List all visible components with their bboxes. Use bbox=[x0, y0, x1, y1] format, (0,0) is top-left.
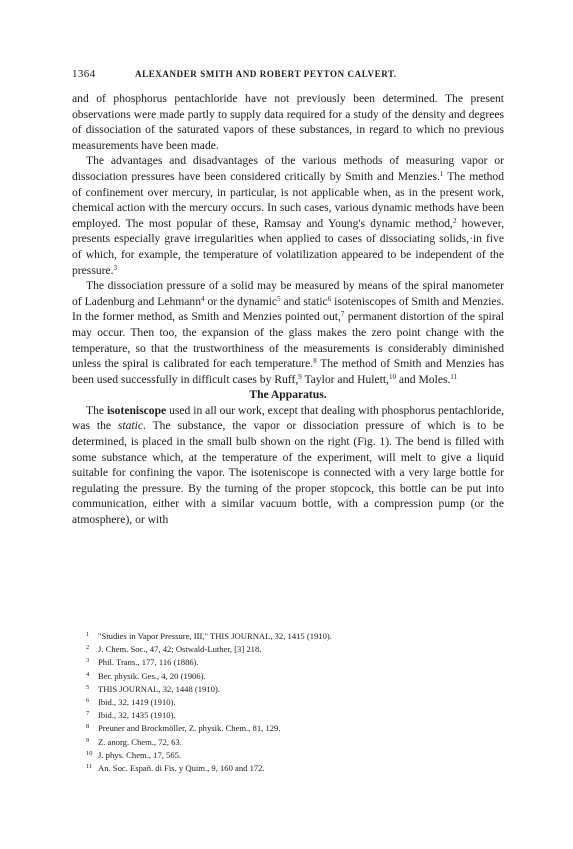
section-heading: The Apparatus. bbox=[249, 388, 327, 402]
paragraph-text: The advantages and disadvantages of the various methods of measuring vapor or dissociation pressures have been considered critically by Smith and Menzies. bbox=[72, 154, 504, 183]
footnote-text: Z. anorg. Chem., 72, 63. bbox=[98, 736, 182, 747]
footnote bbox=[86, 629, 504, 642]
footnote-mark: 2 bbox=[86, 644, 90, 652]
page-number: 1364 bbox=[72, 68, 96, 80]
footnote bbox=[86, 735, 504, 748]
footnote-ref: 3 bbox=[113, 263, 118, 272]
footnote-ref: 4 bbox=[201, 294, 205, 303]
footnote bbox=[86, 655, 504, 668]
footnote-text: THIS JOURNAL, 32, 1448 (1910). bbox=[98, 683, 220, 694]
paragraph-text: . The substance, the vapor or dissociation pressure of which is to be determined, is placed in the small bulb shown on the right (Fig. 1). The bend is filled with some substance which, at the temperature of the experiment, will melt to give a liquid suitable for confining the vapor. The isoteniscope is connected with a very large bottle for regulating the pressure. By the turning of the proper stopcock, this bottle can be put into communication, either with a similar vacuum bottle, with a compression pump (or the atmosphere), or with bbox=[72, 419, 504, 527]
paragraph-3 bbox=[72, 278, 504, 387]
footnote bbox=[86, 761, 504, 774]
footnote-mark: 10 bbox=[86, 749, 93, 757]
footnote-text: Ber. physik. Ges., 4, 20 (1906). bbox=[98, 670, 206, 681]
footnote-text: Preuner and Brockmöller, Z. physik. Chem., 81, 129. bbox=[98, 723, 281, 734]
term-isoteniscope: isoteniscope bbox=[106, 403, 167, 417]
footnote-ref: 11 bbox=[450, 372, 458, 381]
paragraph-text: and Moles. bbox=[395, 372, 451, 386]
running-title: ALEXANDER SMITH AND ROBERT PEYTON CALVERT. bbox=[135, 69, 397, 79]
footnote bbox=[86, 682, 504, 695]
footnote bbox=[86, 748, 504, 761]
paragraph-apparatus bbox=[72, 403, 504, 528]
footnote-mark: 5 bbox=[86, 683, 90, 691]
paragraph-text: Taylor and Hulett, bbox=[301, 372, 389, 386]
term-static: static bbox=[117, 419, 144, 433]
paragraph-text: The method of confinement over mercury, in particular, is not applicable when, as in the present work, chemical action with the mercury occurs. In such cases, various dynamic methods have been employed. The most popular of these, Ramsay and Young's dynamic method, bbox=[72, 169, 504, 230]
footnote bbox=[86, 708, 504, 721]
footnote-mark: 1 bbox=[86, 631, 90, 638]
footnote-ref: 7 bbox=[340, 310, 345, 319]
footnote-mark: 8 bbox=[86, 723, 90, 731]
paragraph-2 bbox=[72, 153, 504, 278]
footnote bbox=[86, 721, 504, 734]
footnote-mark: 11 bbox=[86, 763, 93, 771]
footnote-text: Ibid., 32, 1435 (1910). bbox=[98, 710, 176, 721]
footnote-ref: 2 bbox=[452, 216, 457, 225]
footnote-mark: 7 bbox=[86, 710, 90, 718]
paragraph-text: The dissociation pressure of a solid may be measured by means of the spiral manometer of Ladenburg and Lehmann bbox=[72, 279, 504, 308]
footnote-text: An. Soc. Españ. di Fis. y Quim., 9, 160 and 172. bbox=[98, 763, 265, 774]
footnote-mark: 3 bbox=[86, 657, 90, 665]
footnote bbox=[86, 695, 504, 708]
paragraph-text: The method of Smith and Menzies has been used successfully in difficult cases by Ruff, bbox=[72, 357, 505, 386]
footnote bbox=[86, 669, 504, 682]
footnote-ref: 6 bbox=[327, 294, 332, 303]
paragraph-text: and static bbox=[280, 294, 328, 308]
body-text bbox=[72, 91, 504, 528]
footnote-ref: 1 bbox=[439, 169, 444, 178]
footnote-ref: 10 bbox=[388, 372, 396, 381]
running-header bbox=[72, 68, 504, 84]
footnotes bbox=[86, 629, 504, 774]
footnote-text: "Studies in Vapor Pressure, III," THIS JOURNAL, 32, 1415 (1910). bbox=[98, 631, 332, 641]
footnote-ref: 9 bbox=[298, 372, 302, 381]
footnote-text: J. Chem. Soc., 47, 42; Ostwald-Luther, [3] 218. bbox=[98, 644, 262, 655]
footnote-text: J. phys. Chem., 17, 565. bbox=[98, 749, 182, 760]
footnote-mark: 4 bbox=[86, 670, 90, 678]
paragraph-text: The bbox=[86, 403, 107, 417]
paragraph-1: and of phosphorus pentachloride have not previously been determined. The present observations were made partly to supply data required for a study of the density and degrees of dissociation of the saturated vapors of these substances, in regard to which no previous measurements have been made. bbox=[72, 92, 504, 152]
footnote-ref: 8 bbox=[313, 357, 317, 366]
footnote-ref: 5 bbox=[277, 294, 281, 303]
footnote-text: Ibid., 32, 1419 (1910). bbox=[98, 697, 176, 708]
paragraph-text: isoteniscopes of Smith and Menzies. In the former method, as Smith and Menzies pointed out, bbox=[72, 294, 504, 324]
footnote-text: Phil. Trans., 177, 116 (1886). bbox=[98, 657, 199, 668]
paragraph-text: however, presents especially grave irregularities when applied to cases of dissociating solids,·in five of which, for example, the temperature of volatilization appeared to be independent of the pressure. bbox=[72, 216, 504, 277]
paragraph-text: permanent distortion of the spiral may occur. Then too, the expansion of the glass makes the zero point change with the temperature, so that the trustworthiness of the measurements is considerably diminished unless the spiral is calibrated for each temperature. bbox=[72, 310, 504, 371]
footnote bbox=[86, 642, 504, 655]
paragraph-text: or the dynamic bbox=[204, 294, 278, 308]
footnote-mark: 6 bbox=[86, 697, 90, 705]
footnote-mark: 9 bbox=[86, 736, 90, 744]
paragraph-text: used in all our work, except that dealing with phosphorus pentachloride, was the bbox=[72, 403, 504, 433]
